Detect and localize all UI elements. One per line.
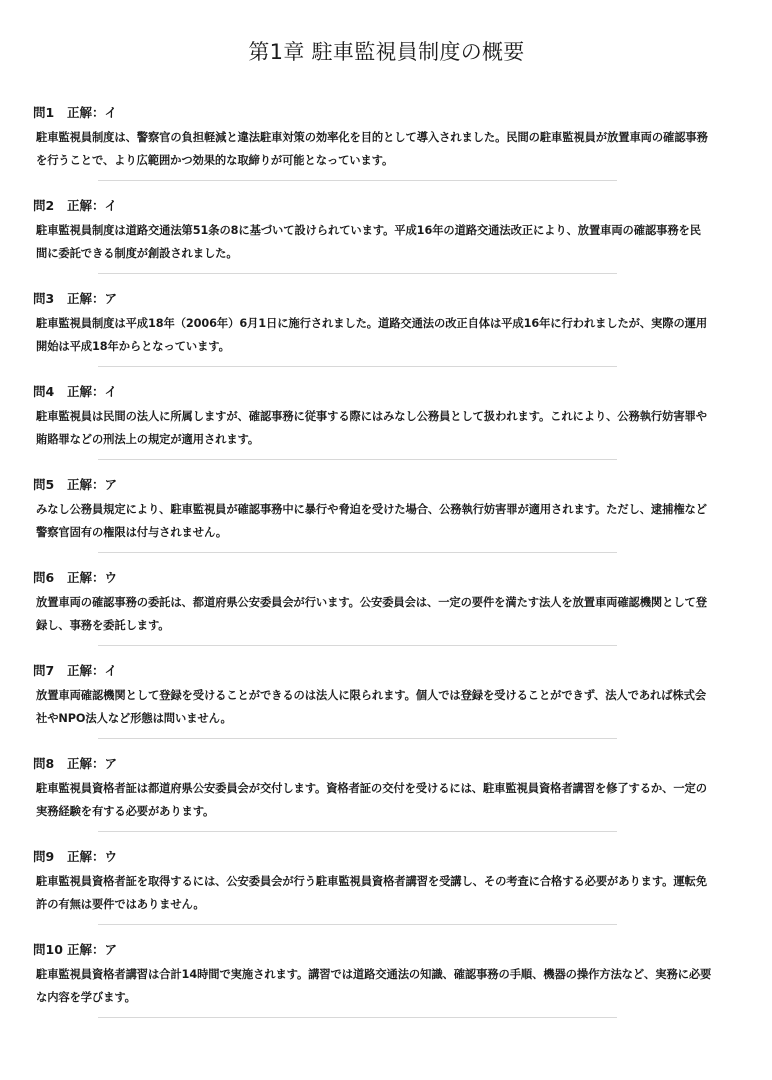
answer-item (33, 754, 712, 832)
answer-item (33, 475, 712, 553)
answer-item (33, 847, 712, 925)
explanation-text: 駐車監視員資格者講習は合計14時間で実施されます。講習では道路交通法の知識、確認事務の手順、機器の操作方法など、実務に必要な内容を学びます。 (36, 968, 712, 1004)
question-number: 問7 (33, 663, 55, 678)
answer-header (33, 847, 712, 865)
answer-header (33, 661, 712, 679)
divider (98, 459, 617, 460)
question-number: 問4 (33, 384, 55, 399)
answer-header (33, 289, 712, 307)
correct-answer: 正解：ア (67, 477, 118, 492)
answer-header (33, 475, 712, 493)
question-number: 問1 (33, 105, 55, 120)
correct-answer: 正解：イ (67, 105, 118, 120)
divider (98, 180, 617, 181)
explanation-text: 駐車監視員制度は平成18年（2006年）6月1日に施行されました。道路交通法の改正自体は平成16年に行われましたが、実際の運用開始は平成18年からとなっています。 (36, 317, 708, 353)
correct-answer: 正解：イ (67, 663, 118, 678)
answer-header (33, 196, 712, 214)
answer-item (33, 940, 712, 1018)
question-number: 問6 (33, 570, 55, 585)
answer-item (33, 289, 712, 367)
answer-item (33, 103, 712, 181)
explanation-text: 駐車監視員資格者証を取得するには、公安委員会が行う駐車監視員資格者講習を受講し、その考査に合格する必要があります。運転免許の有無は要件ではありません。 (36, 875, 707, 911)
correct-answer: 正解：ア (67, 291, 118, 306)
correct-answer: 正解：ウ (67, 570, 118, 585)
divider (98, 738, 617, 739)
explanation-text: 駐車監視員資格者証は都道府県公安委員会が交付します。資格者証の交付を受けるには、駐車監視員資格者講習を修了するか、一定の実務経験を有する必要があります。 (36, 782, 707, 818)
question-number: 問10 (33, 942, 63, 957)
explanation-text: 駐車監視員制度は道路交通法第51条の8に基づいて設けられています。平成16年の道路交通法改正により、放置車両の確認事務を民間に委託できる制度が創設されました。 (36, 224, 701, 260)
explanation-text: 放置車両の確認事務の委託は、都道府県公安委員会が行います。公安委員会は、一定の要件を満たす法人を放置車両確認機関として登録し、事務を委託します。 (36, 596, 707, 632)
explanation-text: 駐車監視員は民間の法人に所属しますが、確認事務に従事する際にはみなし公務員として扱われます。これにより、公務執行妨害罪や賄賂罪などの刑法上の規定が適用されます。 (36, 410, 707, 446)
answer-item (33, 196, 712, 274)
explanation-text: 駐車監視員制度は、警察官の負担軽減と違法駐車対策の効率化を目的として導入されました。民間の駐車監視員が放置車両の確認事務を行うことで、より広範囲かつ効果的な取締りが可能となっています。 (36, 131, 708, 167)
question-number: 問3 (33, 291, 55, 306)
divider (98, 645, 617, 646)
question-number: 問2 (33, 198, 55, 213)
answer-header (33, 382, 712, 400)
answer-list (33, 103, 712, 1018)
divider (98, 273, 617, 274)
answer-item (33, 568, 712, 646)
correct-answer: 正解：イ (67, 198, 118, 213)
correct-answer: 正解：ウ (67, 849, 118, 864)
explanation-text: 放置車両確認機関として登録を受けることができるのは法人に限られます。個人では登録を受けることができず、法人であれば株式会社やNPO法人など形態は問いません。 (36, 689, 707, 725)
answer-header (33, 103, 712, 121)
correct-answer: 正解：イ (67, 384, 118, 399)
page-title: 第1章 駐車監視員制度の概要 (248, 40, 525, 64)
answer-item (33, 382, 712, 460)
divider (98, 366, 617, 367)
question-number: 問8 (33, 756, 55, 771)
answer-header (33, 940, 712, 958)
correct-answer: 正解：ア (67, 756, 118, 771)
answer-item (33, 661, 712, 739)
divider (98, 831, 617, 832)
question-number: 問9 (33, 849, 55, 864)
divider (98, 1017, 617, 1018)
correct-answer: 正解：ア (67, 942, 118, 957)
explanation-text: みなし公務員規定により、駐車監視員が確認事務中に暴行や脅迫を受けた場合、公務執行妨害罪が適用されます。ただし、逮捕権など警察官固有の権限は付与されません。 (36, 503, 707, 539)
question-number: 問5 (33, 477, 55, 492)
answer-header (33, 754, 712, 772)
answer-header (33, 568, 712, 586)
divider (98, 552, 617, 553)
divider (98, 924, 617, 925)
